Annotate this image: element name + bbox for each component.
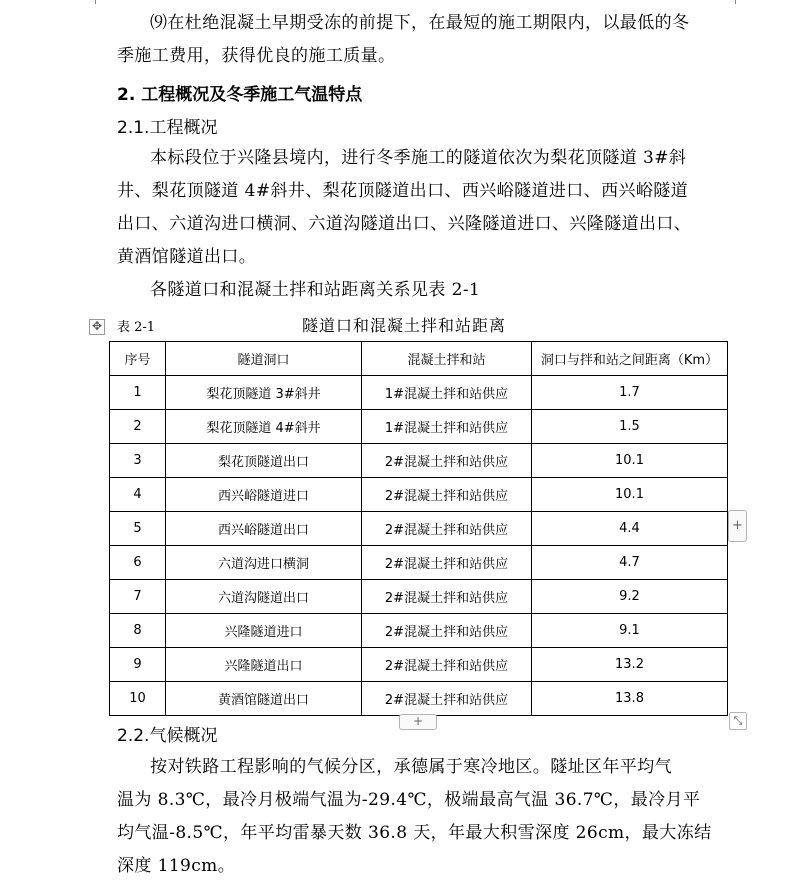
cell-tunnel-portal: 六道沟隧道出口 [166,580,362,614]
cell-mixing-station: 2#混凝土拌和站供应 [362,478,532,512]
add-row-plus-icon[interactable]: + [399,714,437,730]
table-resize-icon[interactable]: ⤡ [729,712,747,730]
cell-distance: 10.1 [532,478,728,512]
cell-mixing-station: 1#混凝土拌和站供应 [362,376,532,410]
cell-tunnel-portal: 梨花顶隧道 3#斜井 [166,376,362,410]
distance-table [109,341,728,716]
section-2-heading: 2. 工程概况及冬季施工气温特点 [117,85,363,105]
cell-tunnel-portal: 兴隆隧道进口 [166,614,362,648]
cell-tunnel-portal: 六道沟进口横洞 [166,546,362,580]
cell-tunnel-portal: 梨花顶隧道 4#斜井 [166,410,362,444]
table-row [110,614,728,648]
cell-distance: 9.2 [532,580,728,614]
cell-index: 4 [110,478,166,512]
cell-mixing-station: 2#混凝土拌和站供应 [362,614,532,648]
page-corner-mark-left [95,0,96,4]
cell-index: 9 [110,648,166,682]
overview-line-1: 本标段位于兴隆县境内，进行冬季施工的隧道依次为梨花顶隧道 3#斜 [150,148,687,168]
header-distance: 洞口与拌和站之间距离（Km） [532,342,728,376]
cell-index: 5 [110,512,166,546]
cell-distance: 4.7 [532,546,728,580]
cell-tunnel-portal: 黄酒馆隧道出口 [166,682,362,716]
table-row [110,682,728,716]
cell-mixing-station: 1#混凝土拌和站供应 [362,410,532,444]
cell-distance: 4.4 [532,512,728,546]
table-move-handle-icon[interactable]: ✥ [89,319,105,335]
cell-index: 8 [110,614,166,648]
table-row [110,648,728,682]
header-mixing-station: 混凝土拌和站 [362,342,532,376]
table-header-row [110,342,728,376]
overview-line-4: 黄酒馆隧道出口。 [117,247,257,267]
header-index: 序号 [110,342,166,376]
climate-line-1: 按对铁路工程影响的气候分区，承德属于寒冷地区。隧址区年平均气 [150,757,672,777]
cell-mixing-station: 2#混凝土拌和站供应 [362,648,532,682]
table-row [110,512,728,546]
add-column-plus-icon[interactable]: + [728,510,747,542]
section-2-2-heading: 2.2.气候概况 [117,726,218,746]
cell-distance: 10.1 [532,444,728,478]
cell-distance: 1.7 [532,376,728,410]
climate-line-4: 深度 119cm。 [117,856,236,876]
cell-mixing-station: 2#混凝土拌和站供应 [362,580,532,614]
table-reference: 各隧道口和混凝土拌和站距离关系见表 2-1 [150,280,481,300]
overview-line-2: 井、梨花顶隧道 4#斜井、梨花顶隧道出口、西兴峪隧道进口、西兴峪隧道 [117,181,689,201]
cell-distance: 1.5 [532,410,728,444]
cell-index: 2 [110,410,166,444]
cell-mixing-station: 2#混凝土拌和站供应 [362,546,532,580]
table-title: 隧道口和混凝土拌和站距离 [302,316,507,335]
cell-tunnel-portal: 梨花顶隧道出口 [166,444,362,478]
cell-mixing-station: 2#混凝土拌和站供应 [362,512,532,546]
climate-line-2: 温为 8.3℃，最冷月极端气温为-29.4℃，极端最高气温 36.7℃，最冷月平 [117,790,701,810]
cell-tunnel-portal: 西兴峪隧道进口 [166,478,362,512]
cell-tunnel-portal: 兴隆隧道出口 [166,648,362,682]
cell-mixing-station: 2#混凝土拌和站供应 [362,682,532,716]
intro-line-2: 季施工费用，获得优良的施工质量。 [117,46,396,66]
cell-tunnel-portal: 西兴峪隧道出口 [166,512,362,546]
cell-distance: 13.8 [532,682,728,716]
section-2-1-heading: 2.1.工程概况 [117,118,218,138]
table-row [110,444,728,478]
table-row [110,546,728,580]
table-number: 表 2-1 [117,320,156,335]
header-tunnel-portal: 隧道洞口 [166,342,362,376]
table-row [110,410,728,444]
table-row [110,376,728,410]
climate-line-3: 均气温-8.5℃，年平均雷暴天数 36.8 天，年最大积雪深度 26cm，最大冻结 [117,823,712,843]
cell-index: 10 [110,682,166,716]
overview-line-3: 出口、六道沟进口横洞、六道沟隧道出口、兴隆隧道进口、兴隆隧道出口、 [117,214,692,234]
table-row [110,478,728,512]
page-corner-mark-right [735,0,736,4]
table-row [110,580,728,614]
cell-distance: 9.1 [532,614,728,648]
cell-mixing-station: 2#混凝土拌和站供应 [362,444,532,478]
intro-line-1: ⑼在杜绝混凝土早期受冻的前提下，在最短的施工期限内，以最低的冬 [150,13,690,33]
cell-distance: 13.2 [532,648,728,682]
cell-index: 6 [110,546,166,580]
cell-index: 7 [110,580,166,614]
cell-index: 3 [110,444,166,478]
cell-index: 1 [110,376,166,410]
